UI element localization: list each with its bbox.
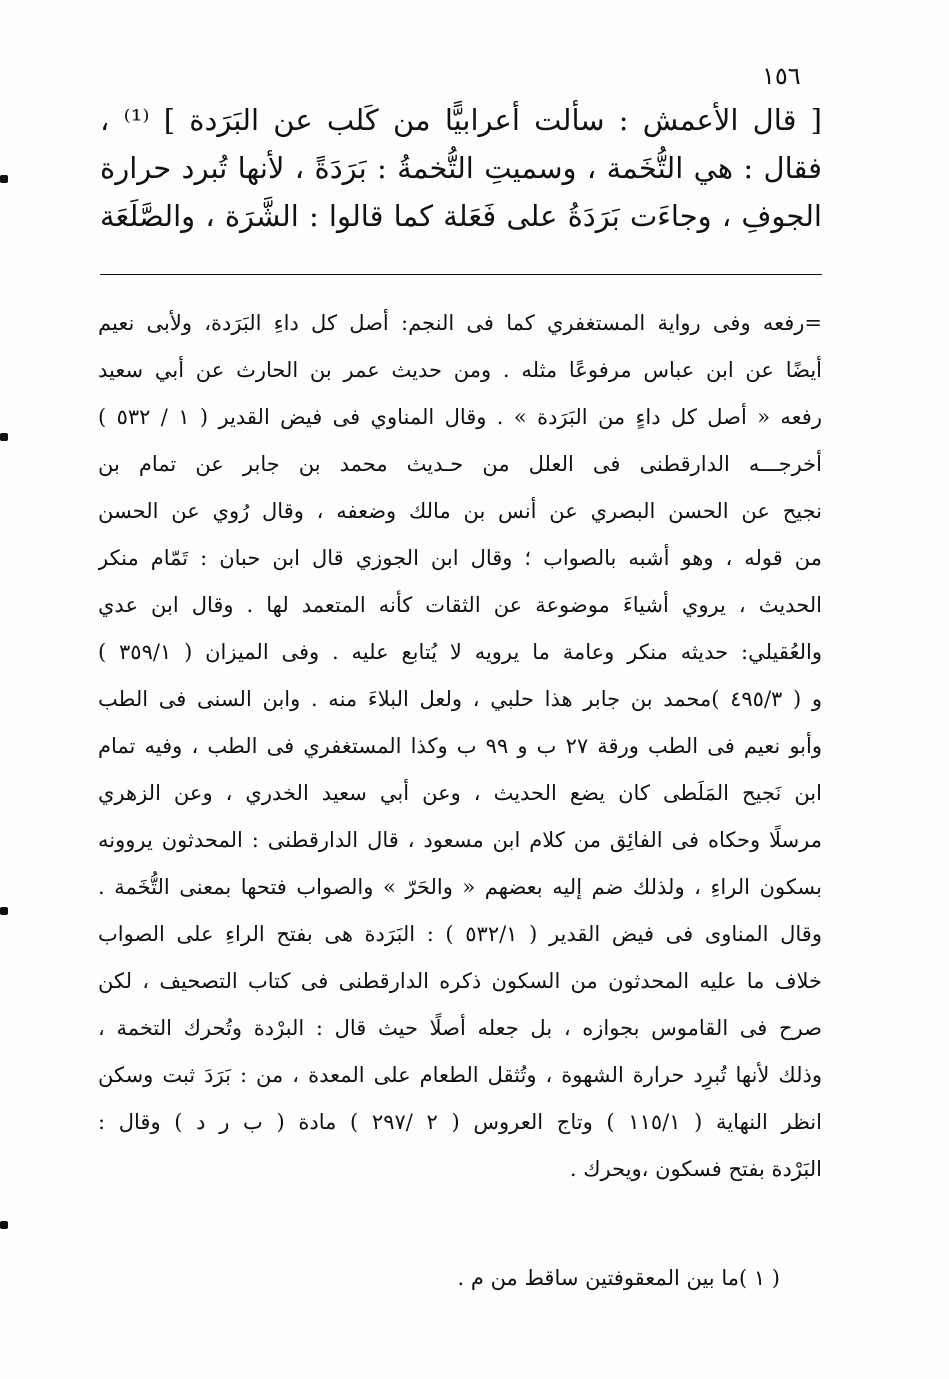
commentary-line: و ( ٤٩٥/٣ )محمد بن جابر هذا حلبي ، ولعل البلاءَ منه . وابن السنى فى الطب [98, 687, 822, 711]
commentary-line: وأبو نعيم فى الطب ورقة ٢٧ ب و ٩٩ ب وكذا المستغفري فى الطب ، وفيه تمام [98, 734, 822, 758]
separator-rule [100, 274, 822, 275]
commentary-line: أيضًا عن ابن عباس مرفوعًا مثله . ومن حديث عمر بن الحارث عن أبي سعيد [98, 358, 822, 382]
page-number: ١٥٦ [762, 62, 801, 90]
main-text-line: فقال : هي التُّخَمة ، وسميتِ التُّخمةُ : بَرَدَةً ، لأنها تُبرد حرارة [100, 151, 822, 185]
commentary-line: وذلك لأنها تُبرِد حرارة الشهوة ، وتُثقل الطعام على المعدة ، من : بَرَدَ ثبت وسكن [98, 1063, 822, 1087]
margin-mark [0, 907, 8, 915]
commentary-line: =رفعه وفى رواية المستغفري كما فى النجم: أصل كل داءِ البَرَدة، ولأبى نعيم [98, 311, 822, 335]
commentary-line: صرح فى القاموس بجوازه ، بل جعله أصلًا حيث قال : البرْدة وتُحرك التخمة ، [98, 1016, 822, 1040]
main-text-block [100, 96, 822, 240]
commentary-block [98, 300, 822, 1193]
commentary-line: من قوله ، وهو أشبه بالصواب ؛ وقال ابن الجوزي قال ابن حبان : تَمّام منكر [98, 546, 822, 570]
margin-mark [0, 433, 8, 441]
commentary-line: وقال المناوى فى فيض القدير ( ٥٣٢/١ ) : البَرَدة هى بفتح الراءِ على الصواب [98, 922, 822, 946]
commentary-line: رفعه « أصل كل داءٍ من البَرَدة » . وقال المناوي فى فيض القدير ( ١ / ٥٣٢ ) [98, 405, 822, 429]
commentary-line: الحديث ، يروي أشياءَ موضوعة عن الثقات كأنه المتعمد لها . وقال ابن عدي [98, 593, 822, 617]
commentary-line: البَرْدة بفتح فسكون ،ويحرك . [569, 1157, 822, 1181]
commentary-line: نجيح عن الحسن البصري عن أنس بن مالك وضعفه ، وقال رُوي عن الحسن [98, 499, 822, 523]
footnote: ( ١ )ما بين المعقوفتين ساقط من م . [457, 1266, 780, 1290]
commentary-line: انظر النهاية ( ١١٥/١ ) وتاج العروس ( ٢ /٢٩٧ ) مادة ( ب ر د ) وقال : [98, 1110, 822, 1134]
commentary-line: ابن نَجيح المَلَطى كان يضع الحديث ، وعن أبي سعيد الخدري ، وعن الزهري [98, 781, 822, 805]
main-text-line: الجوفِ ، وجاءَت بَرَدَةُ على فَعَلة كما قالوا : الشَّرَة ، والصَّلَعَة [100, 199, 822, 233]
commentary-line: أخرجـــه الدارقطنى فى العلل من حـديث محمد بن جابر عن تمام بن [98, 452, 822, 476]
commentary-line: والعُقيلي: حديثه منكر وعامة ما يرويه لا يُتابع عليه . وفى الميزان ( ٣٥٩/١ ) [98, 640, 822, 664]
margin-mark [0, 1221, 8, 1229]
margin-mark [0, 175, 8, 183]
commentary-line: مرسلًا وحكاه فى الفائِق من كلام ابن مسعود ، قال الدارقطنى : المحدثون يروونه [98, 828, 822, 852]
commentary-line: خلاف ما عليه المحدثون من السكون ذكره الدارقطنى فى كتاب التصحيف ، لكن [98, 969, 822, 993]
main-text-line: [ قال الأعمش : سألت أعرابيًّا من كَلب عن البَرَدة ] ⁽¹⁾ ، [100, 103, 822, 137]
commentary-line: بسكون الراءِ ، ولذلك ضم إليه بعضهم « والحَرّ » والصواب فتحها بمعنى التُّخَمة . [98, 875, 822, 899]
